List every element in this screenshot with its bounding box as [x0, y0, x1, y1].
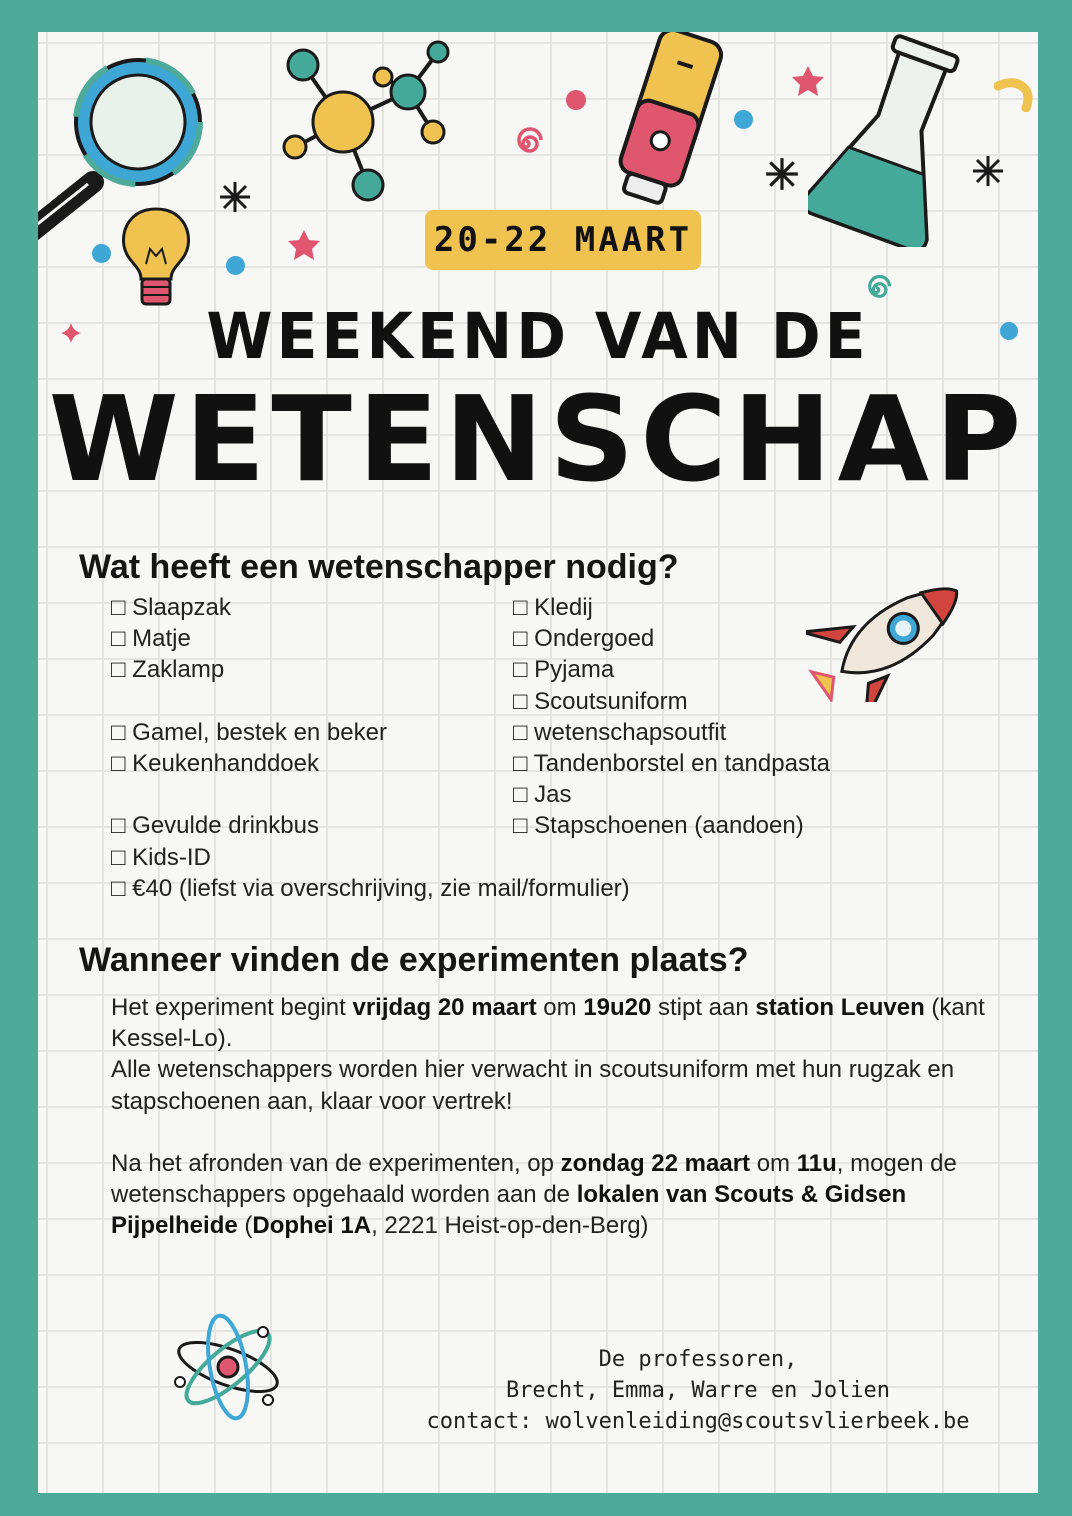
departure-location: station Leuven — [755, 994, 925, 1021]
pickup-date: zondag 22 maart — [560, 1150, 751, 1177]
signature — [418, 1344, 978, 1437]
list-item: □ Keukenhanddoek — [111, 749, 319, 777]
pickup-time: 11u — [796, 1150, 837, 1177]
departure-time: 19u20 — [583, 994, 652, 1021]
flask-icon — [808, 32, 978, 247]
molecule-icon — [273, 37, 473, 237]
paragraph-departure — [111, 992, 1011, 1117]
contact-email[interactable]: contact: wolvenleiding@scoutsvlierbeek.be — [426, 1409, 970, 1434]
section-heading-packing: Wat heeft een wetenschapper nodig? — [79, 548, 679, 586]
signature-names: Brecht, Emma, Warre en Jolien — [505, 1378, 891, 1403]
date-badge: 20-22 MAART — [425, 210, 701, 270]
dot — [734, 110, 753, 129]
signature-line-1: De professoren, — [598, 1347, 798, 1372]
star-icon — [286, 228, 322, 262]
text: , mogen de wetenschappers opgehaald worden aan de — [111, 1150, 957, 1209]
pickup-location: lokalen van Scouts & Gidsen Pijpelheide — [111, 1181, 907, 1240]
dot — [566, 90, 586, 110]
schedule-text — [111, 992, 1011, 1273]
list-item: □ Matje — [111, 625, 191, 653]
list-item: □ Kids-ID — [111, 843, 211, 871]
text: Na het afronden van de experimenten, op — [111, 1150, 561, 1177]
list-item: □ Tandenborstel en tandpasta — [513, 749, 830, 777]
title-line-1: WEEKEND VAN DE — [206, 300, 870, 374]
rocket-icon — [806, 572, 976, 702]
section-heading-schedule: Wanneer vinden de experimenten plaats? — [79, 941, 749, 979]
text: (kant Kessel-Lo). — [111, 994, 985, 1053]
list-item: □ Zaklamp — [111, 656, 225, 684]
sparkle-icon — [764, 156, 800, 192]
list-item: □ Ondergoed — [513, 625, 655, 653]
pickup-address: Dophei 1A — [252, 1212, 372, 1240]
list-item: □ Gevulde drinkbus — [111, 812, 319, 840]
atom-icon — [168, 1312, 288, 1422]
list-item: □ Pyjama — [513, 656, 615, 684]
spiral-icon — [506, 124, 546, 164]
list-item: □ Stapschoenen (aandoen) — [513, 812, 804, 840]
list-item: □ €40 (liefst via overschrijving, zie mail/formulier) — [111, 874, 630, 902]
list-item: □ Scoutsuniform — [513, 687, 688, 715]
departure-date: vrijdag 20 maart — [352, 994, 537, 1021]
dot — [92, 244, 111, 263]
dot — [226, 256, 245, 275]
star-icon — [790, 64, 826, 98]
text: om — [750, 1150, 797, 1177]
text: ( — [237, 1212, 253, 1240]
poster — [38, 32, 1038, 1493]
list-item: □ Gamel, bestek en beker — [111, 718, 387, 746]
sparkle-icon — [971, 154, 1005, 188]
list-item: □ Jas — [513, 781, 572, 809]
battery-icon — [608, 32, 728, 212]
sparkle-icon — [218, 180, 252, 214]
paragraph-pickup — [111, 1148, 1011, 1242]
moon-icon — [994, 76, 1034, 112]
list-item: □ wetenschapsoutfit — [513, 718, 727, 746]
lightbulb-icon — [116, 204, 196, 314]
packing-list-right — [513, 592, 830, 842]
list-item: □ Kledij — [513, 594, 593, 621]
text: , 2221 Heist-op-den-Berg) — [371, 1212, 649, 1240]
text: stipt aan — [651, 994, 756, 1021]
text: Alle wetenschappers worden hier verwacht in scoutsuniform met hun rugzak en stapschoenen aan, klaar voor vertrek! — [111, 1056, 955, 1115]
text: Het experiment begint — [111, 994, 353, 1021]
text: om — [536, 994, 584, 1021]
list-item: □ Slaapzak — [111, 594, 231, 621]
title-line-2: WETENSCHAP — [48, 370, 1028, 508]
